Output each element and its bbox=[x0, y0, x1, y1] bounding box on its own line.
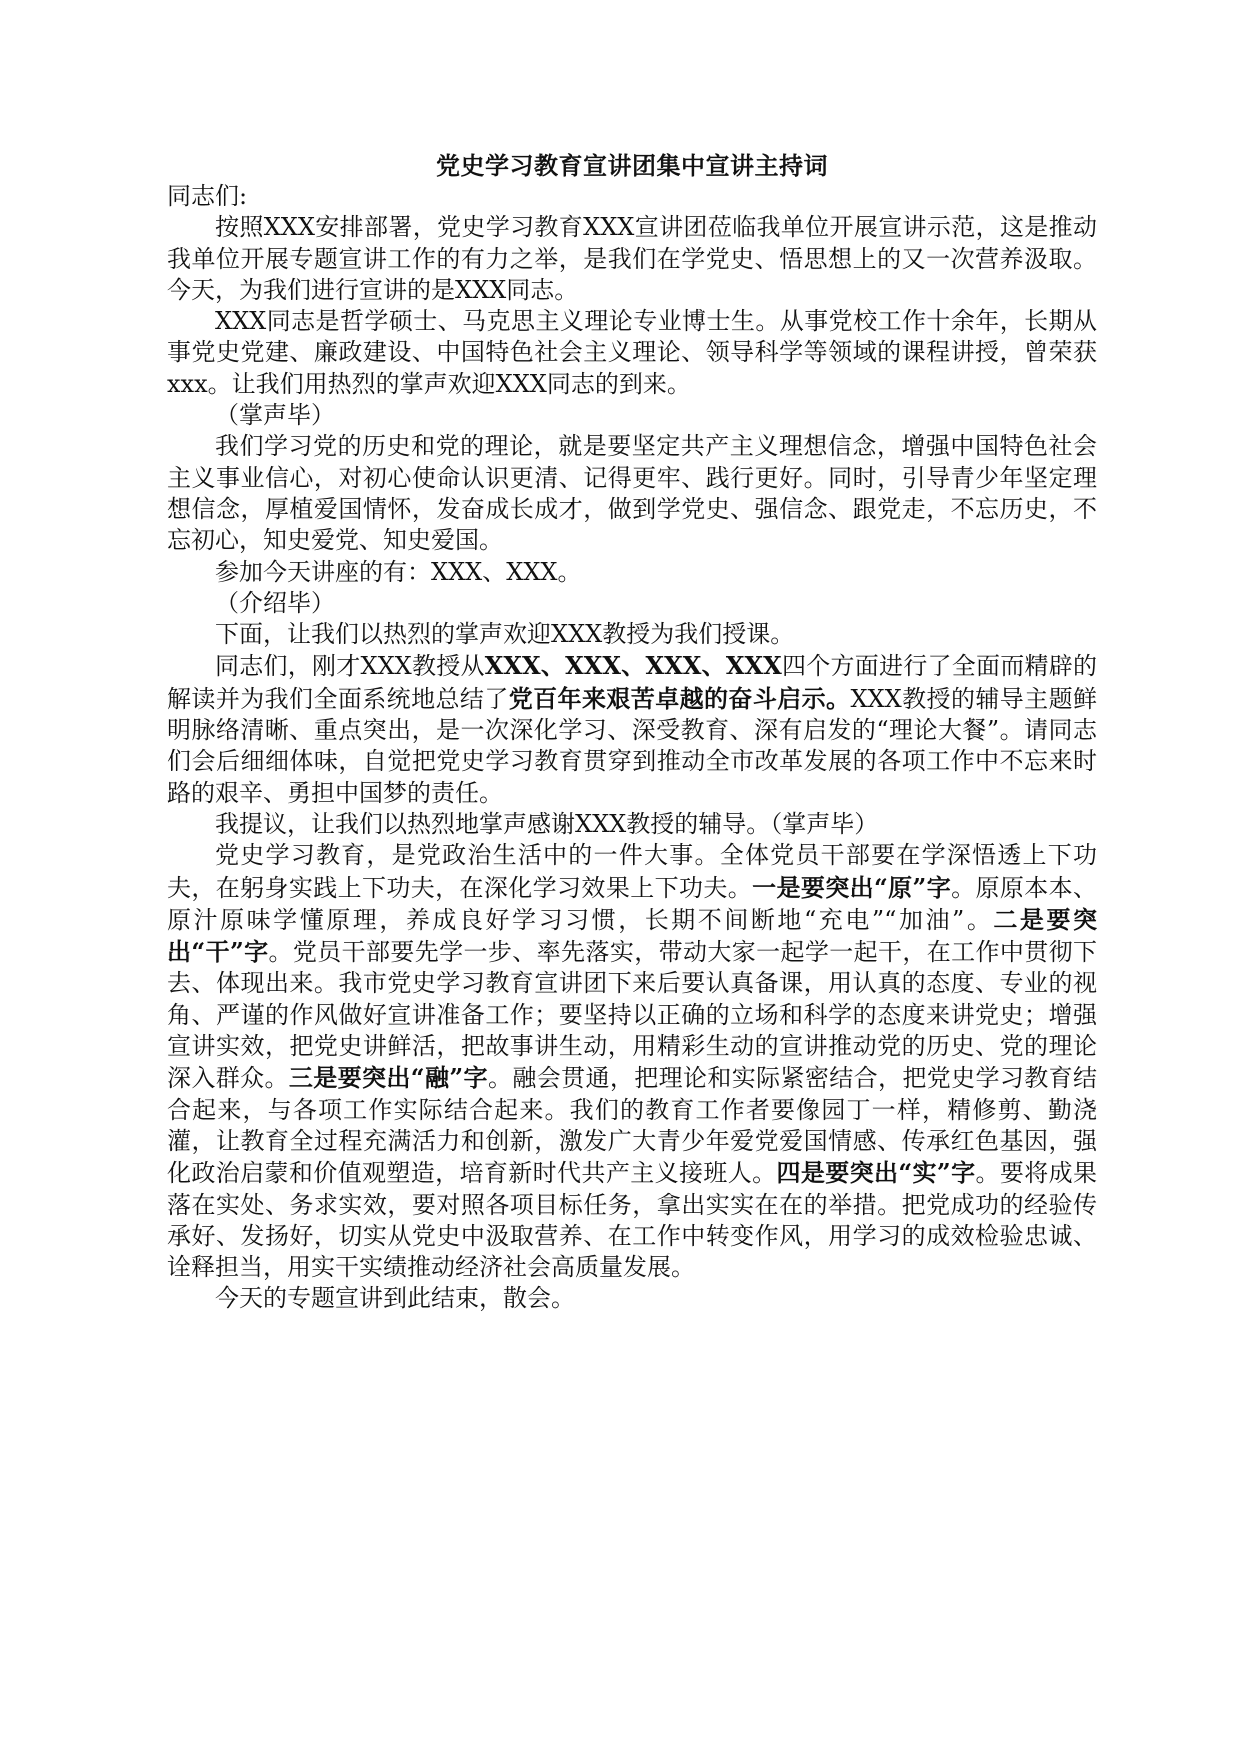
paragraph-10-text-i: 。要将成果落在实处、务求实效，要对照各项目标任务，拿出实实在在的举措。把党成功的经验传承好、发扬好，切实从党史中汲取营养、在工作中转变作风，用学习的成效检验忠诚、诠释担当，用实干实绩推动经济社会高质量发展。 bbox=[167, 1159, 1098, 1282]
paragraph-2: XXX同志是哲学硕士、马克思主义理论专业博士生。从事党校工作十余年，长期从事党史党建、廉政建设、中国特色社会主义理论、领导科学等领域的课程讲授，曾荣获xxx。让我们用热烈的掌声欢迎XXX同志的到来。 bbox=[167, 307, 1097, 398]
paragraph-8-bold-insight: 党百年来艰苦卓越的奋斗启示。 bbox=[508, 683, 851, 713]
paragraph-5: 参加今天讲座的有：XXX、XXX。 bbox=[215, 557, 582, 586]
paragraph-10-text-c: 。原原本本、原汁原味学懂原理，养成良好学习习惯，长期不间断地“充电”“加油”。 bbox=[167, 873, 1098, 934]
paragraph-10-bold-point-3: 三是要突出“融”字 bbox=[288, 1063, 488, 1093]
document-body bbox=[167, 150, 1097, 1315]
salutation: 同志们: bbox=[167, 182, 248, 210]
paragraph-9: 我提议，让我们以热烈地掌声感谢XXX教授的辅导。（掌声毕） bbox=[215, 809, 879, 838]
paragraph-10 bbox=[167, 840, 1097, 1283]
paragraph-8-text-e: XXX教授的辅导主题鲜明脉络清晰、重点突出，是一次深化学习、深受教育、深有启发的“理论大餐”。请同志们会后细细体味，自觉把党史学习教育贯穿到推动全市改革发展的各项工作中不忘来时路的艰辛、勇担中国梦的责任。 bbox=[167, 684, 1098, 807]
paragraph-10-text-e: 。党员干部要先学一步、率先落实，带动大家一起学一起干，在工作中贯彻下去、体现出来。我市党史学习教育宣讲团下来后要认真备课，用认真的态度、专业的视角、严谨的作风做好宣讲准备工作；要坚持以正确的立场和科学的态度来讲党史；增强宣讲实效，把党史讲鲜活，把故事讲生动，用精彩生动的宣讲推动党的历史、党的理论深入群众。 bbox=[167, 938, 1098, 1093]
paragraph-10-bold-point-4: 四是要突出“实”字 bbox=[776, 1158, 976, 1188]
paragraph-7: 下面，让我们以热烈的掌声欢迎XXX教授为我们授课。 bbox=[215, 620, 795, 649]
document-title: 党史学习教育宣讲团集中宣讲主持词 bbox=[436, 151, 828, 180]
closing-paragraph: 今天的专题宣讲到此结束，散会。 bbox=[215, 1284, 575, 1313]
paragraph-10-bold-point-1: 一是要突出“原”字 bbox=[752, 872, 952, 902]
paragraph-8-text-c: 四个方面进行了全面而精辟的解读并为我们全面系统地总结了 bbox=[167, 652, 1098, 713]
paragraph-8-text-a: 同志们，刚才XXX教授从 bbox=[215, 652, 485, 681]
intro-note: （介绍毕） bbox=[215, 588, 335, 617]
paragraph-8-bold-topics: XXX、XXX、XXX、XXX bbox=[484, 651, 782, 681]
paragraph-4: 我们学习党的历史和党的理论，就是要坚定共产主义理想信念，增强中国特色社会主义事业信心，对初心使命认识更清、记得更牢、践行更好。同时，引导青少年坚定理想信念，厚植爱国情怀，发奋成长成才，做到学党史、强信念、跟党走，不忘历史，不忘初心，知史爱党、知史爱国。 bbox=[167, 432, 1097, 555]
paragraph-1: 按照XXX安排部署，党史学习教育XXX宣讲团莅临我单位开展宣讲示范，这是推动我单位开展专题宣讲工作的有力之举，是我们在学党史、悟思想上的又一次营养汲取。今天，为我们进行宣讲的是XXX同志。 bbox=[167, 213, 1097, 304]
applause-note-1: （掌声毕） bbox=[215, 401, 335, 430]
paragraph-8 bbox=[167, 650, 1097, 808]
paragraph-10-text-a: 党史学习教育，是党政治生活中的一件大事。全体党员干部要在学深悟透上下功夫，在躬身实践上下功夫，在深化学习效果上下功夫。 bbox=[167, 841, 1097, 902]
paragraph-10-bold-point-2: 二是要突出“干”字 bbox=[167, 904, 1098, 967]
paragraph-10-text-g: 。融会贯通，把理论和实际紧密结合，把党史学习教育结合起来，与各项工作实际结合起来。我们的教育工作者要像园丁一样，精修剪、勤浇灌，让教育全过程充满活力和创新，激发广大青少年爱党爱国情感、传承红色基因，强化政治启蒙和价值观塑造，培育新时代共产主义接班人。 bbox=[167, 1064, 1098, 1188]
